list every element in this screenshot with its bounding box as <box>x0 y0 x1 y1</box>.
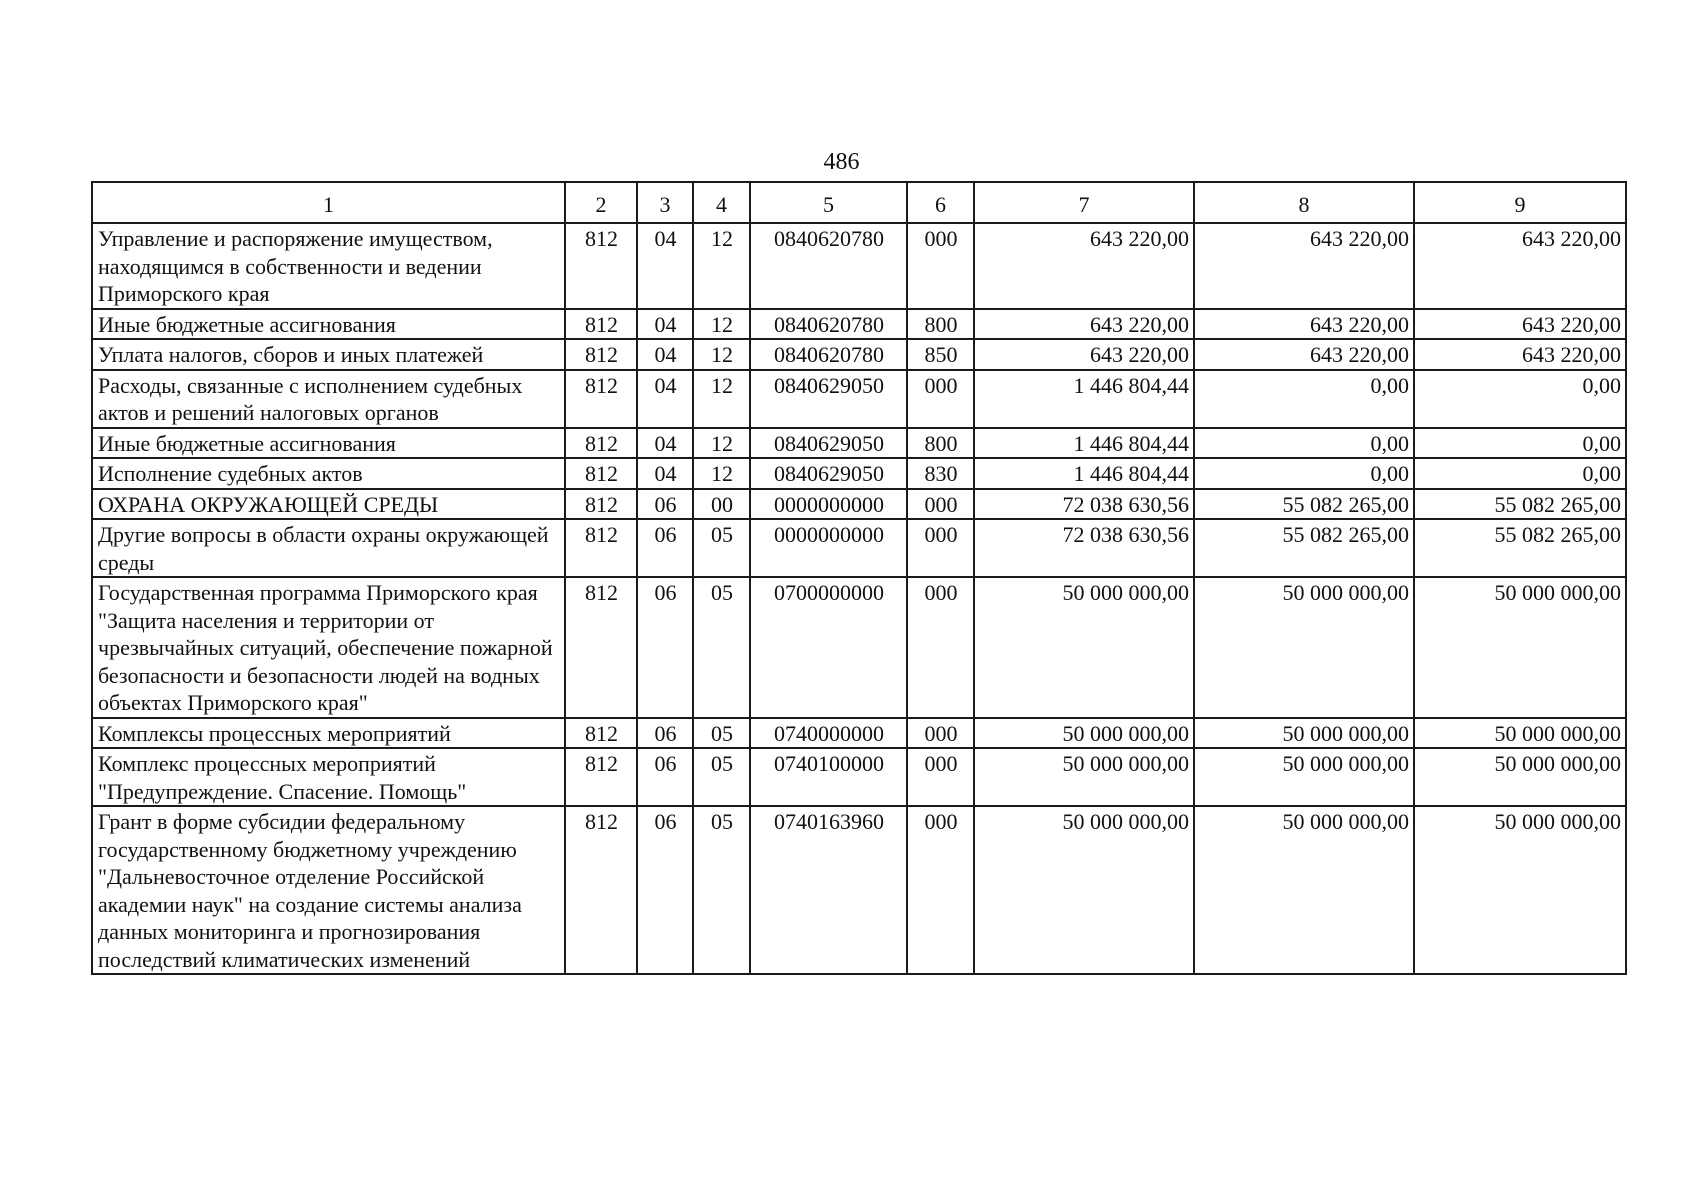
row-c4: 05 <box>693 748 750 806</box>
header-col-6: 6 <box>907 182 974 223</box>
row-c5: 0840620780 <box>750 339 907 370</box>
row-c3: 06 <box>637 718 693 749</box>
row-c7: 50 000 000,00 <box>974 806 1194 974</box>
row-c5: 0840620780 <box>750 223 907 309</box>
row-c3: 04 <box>637 309 693 340</box>
row-c3: 04 <box>637 458 693 489</box>
row-c8: 50 000 000,00 <box>1194 718 1414 749</box>
header-col-9: 9 <box>1414 182 1626 223</box>
row-c3: 04 <box>637 428 693 459</box>
row-name: Исполнение судебных актов <box>92 458 565 489</box>
row-c3: 04 <box>637 370 693 428</box>
row-name: Иные бюджетные ассигнования <box>92 309 565 340</box>
row-c4: 00 <box>693 489 750 520</box>
row-name: Расходы, связанные с исполнением судебных актов и решений налоговых органов <box>92 370 565 428</box>
row-c5: 0000000000 <box>750 489 907 520</box>
row-c9: 55 082 265,00 <box>1414 489 1626 520</box>
row-c2: 812 <box>565 458 637 489</box>
row-c9: 50 000 000,00 <box>1414 718 1626 749</box>
row-c7: 50 000 000,00 <box>974 748 1194 806</box>
row-c9: 50 000 000,00 <box>1414 577 1626 718</box>
table-row <box>92 428 1626 459</box>
row-c8: 0,00 <box>1194 370 1414 428</box>
row-name: ОХРАНА ОКРУЖАЮЩЕЙ СРЕДЫ <box>92 489 565 520</box>
row-c4: 12 <box>693 370 750 428</box>
row-c4: 12 <box>693 309 750 340</box>
row-c9: 643 220,00 <box>1414 223 1626 309</box>
header-col-2: 2 <box>565 182 637 223</box>
row-c6: 800 <box>907 428 974 459</box>
table-row <box>92 223 1626 309</box>
row-c5: 0000000000 <box>750 519 907 577</box>
row-c7: 1 446 804,44 <box>974 458 1194 489</box>
row-c5: 0840629050 <box>750 370 907 428</box>
header-row <box>92 182 1626 223</box>
row-c5: 0840620780 <box>750 309 907 340</box>
row-name: Комплексы процессных мероприятий <box>92 718 565 749</box>
row-c3: 06 <box>637 806 693 974</box>
row-c5: 0740000000 <box>750 718 907 749</box>
row-c3: 06 <box>637 519 693 577</box>
row-c8: 55 082 265,00 <box>1194 489 1414 520</box>
row-c5: 0840629050 <box>750 428 907 459</box>
row-c8: 50 000 000,00 <box>1194 577 1414 718</box>
header-col-4: 4 <box>693 182 750 223</box>
row-c3: 06 <box>637 577 693 718</box>
row-c8: 0,00 <box>1194 458 1414 489</box>
row-c9: 55 082 265,00 <box>1414 519 1626 577</box>
row-c7: 72 038 630,56 <box>974 519 1194 577</box>
row-c3: 04 <box>637 339 693 370</box>
row-c9: 50 000 000,00 <box>1414 748 1626 806</box>
row-c4: 05 <box>693 806 750 974</box>
row-c2: 812 <box>565 806 637 974</box>
row-c7: 50 000 000,00 <box>974 577 1194 718</box>
row-c9: 643 220,00 <box>1414 339 1626 370</box>
table-row <box>92 458 1626 489</box>
row-name: Иные бюджетные ассигнования <box>92 428 565 459</box>
page-number: 486 <box>823 149 860 175</box>
row-c2: 812 <box>565 223 637 309</box>
row-c4: 12 <box>693 458 750 489</box>
row-c6: 000 <box>907 223 974 309</box>
row-c7: 643 220,00 <box>974 223 1194 309</box>
row-c9: 50 000 000,00 <box>1414 806 1626 974</box>
row-c2: 812 <box>565 489 637 520</box>
row-c6: 830 <box>907 458 974 489</box>
row-c6: 000 <box>907 748 974 806</box>
row-c4: 12 <box>693 428 750 459</box>
row-c4: 05 <box>693 718 750 749</box>
row-c7: 72 038 630,56 <box>974 489 1194 520</box>
row-c6: 000 <box>907 519 974 577</box>
row-c6: 800 <box>907 309 974 340</box>
row-c4: 12 <box>693 339 750 370</box>
table-row <box>92 489 1626 520</box>
row-c2: 812 <box>565 428 637 459</box>
row-c5: 0740100000 <box>750 748 907 806</box>
row-c8: 643 220,00 <box>1194 223 1414 309</box>
row-c4: 05 <box>693 577 750 718</box>
row-c7: 50 000 000,00 <box>974 718 1194 749</box>
row-c6: 000 <box>907 806 974 974</box>
row-c4: 05 <box>693 519 750 577</box>
table-row <box>92 370 1626 428</box>
table-row <box>92 339 1626 370</box>
row-c8: 55 082 265,00 <box>1194 519 1414 577</box>
row-c8: 0,00 <box>1194 428 1414 459</box>
row-c2: 812 <box>565 309 637 340</box>
header-col-8: 8 <box>1194 182 1414 223</box>
table-row <box>92 577 1626 718</box>
row-c4: 12 <box>693 223 750 309</box>
row-c6: 850 <box>907 339 974 370</box>
row-c3: 06 <box>637 489 693 520</box>
row-c2: 812 <box>565 577 637 718</box>
table-row <box>92 718 1626 749</box>
row-c2: 812 <box>565 519 637 577</box>
row-c8: 643 220,00 <box>1194 309 1414 340</box>
table-row <box>92 748 1626 806</box>
row-c8: 643 220,00 <box>1194 339 1414 370</box>
row-name: Комплекс процессных мероприятий "Предупреждение. Спасение. Помощь" <box>92 748 565 806</box>
row-c5: 0840629050 <box>750 458 907 489</box>
header-col-1: 1 <box>92 182 565 223</box>
header-col-5: 5 <box>750 182 907 223</box>
row-name: Грант в форме субсидии федеральному государственному бюджетному учреждению "Дальневосточное отделение Российской академии наук" на создание системы анализа данных мониторинга и прогнозирования последствий климатических изменений <box>92 806 565 974</box>
row-c9: 0,00 <box>1414 428 1626 459</box>
row-c9: 643 220,00 <box>1414 309 1626 340</box>
header-col-7: 7 <box>974 182 1194 223</box>
row-c7: 1 446 804,44 <box>974 370 1194 428</box>
row-c2: 812 <box>565 718 637 749</box>
table-row <box>92 519 1626 577</box>
row-c5: 0740163960 <box>750 806 907 974</box>
header-col-3: 3 <box>637 182 693 223</box>
row-c7: 643 220,00 <box>974 339 1194 370</box>
row-c3: 06 <box>637 748 693 806</box>
row-name: Государственная программа Приморского края "Защита населения и территории от чрезвычайных ситуаций, обеспечение пожарной безопасности и безопасности людей на водных объектах Приморского края" <box>92 577 565 718</box>
row-c8: 50 000 000,00 <box>1194 806 1414 974</box>
row-c2: 812 <box>565 370 637 428</box>
row-c9: 0,00 <box>1414 458 1626 489</box>
row-c2: 812 <box>565 748 637 806</box>
row-c6: 000 <box>907 577 974 718</box>
row-c7: 1 446 804,44 <box>974 428 1194 459</box>
table-row <box>92 309 1626 340</box>
table-row <box>92 806 1626 974</box>
row-c6: 000 <box>907 718 974 749</box>
row-c8: 50 000 000,00 <box>1194 748 1414 806</box>
row-name: Уплата налогов, сборов и иных платежей <box>92 339 565 370</box>
budget-table <box>91 181 1627 975</box>
row-c3: 04 <box>637 223 693 309</box>
row-c6: 000 <box>907 489 974 520</box>
row-c2: 812 <box>565 339 637 370</box>
row-c9: 0,00 <box>1414 370 1626 428</box>
row-name: Управление и распоряжение имуществом, находящимся в собственности и ведении Приморского края <box>92 223 565 309</box>
row-c7: 643 220,00 <box>974 309 1194 340</box>
row-c6: 000 <box>907 370 974 428</box>
row-name: Другие вопросы в области охраны окружающей среды <box>92 519 565 577</box>
row-c5: 0700000000 <box>750 577 907 718</box>
